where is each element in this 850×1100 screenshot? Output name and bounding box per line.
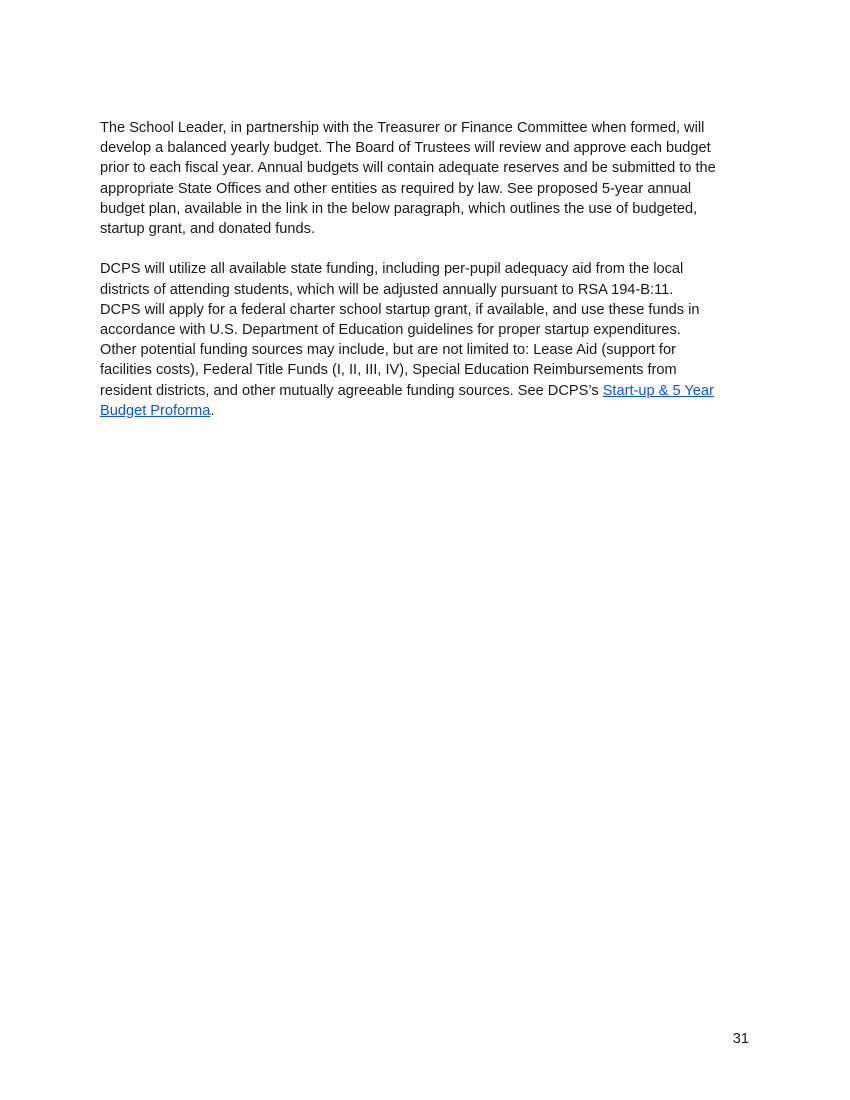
paragraph-line: DCPS will utilize all available state funding, including per-pupil adequacy aid from the local bbox=[100, 261, 684, 278]
paragraph-line: appropriate State Offices and other entities as required by law. See proposed 5-year annual bbox=[100, 180, 692, 197]
paragraph-line: districts of attending students, which will be adjusted annually pursuant to RSA 194-B:11. bbox=[100, 281, 674, 298]
paragraph-line bbox=[100, 381, 755, 401]
paragraph-line: prior to each fiscal year. Annual budgets will contain adequate reserves and be submitted to the bbox=[100, 160, 716, 177]
paragraph-line: facilities costs), Federal Title Funds (I, II, III, IV), Special Education Reimbursements from bbox=[100, 362, 677, 379]
budget-proforma-link[interactable]: Start-up & 5 Year bbox=[602, 382, 714, 399]
budget-paragraph bbox=[100, 118, 755, 239]
funding-paragraph bbox=[100, 259, 755, 421]
budget-proforma-link-continued[interactable]: Budget Proforma bbox=[100, 402, 211, 419]
paragraph-line: startup grant, and donated funds. bbox=[100, 221, 316, 238]
paragraph-period: . bbox=[210, 402, 215, 419]
paragraph-line: develop a balanced yearly budget. The Board of Trustees will review and approve each budget bbox=[100, 140, 711, 157]
paragraph-line: Other potential funding sources may include, but are not limited to: Lease Aid (support for bbox=[100, 342, 676, 359]
paragraph-line: DCPS will apply for a federal charter school startup grant, if available, and use these funds in bbox=[100, 301, 700, 318]
paragraph-line: accordance with U.S. Department of Education guidelines for proper startup expenditures. bbox=[100, 322, 681, 339]
document-page bbox=[100, 118, 755, 421]
page-number: 31 bbox=[732, 1031, 749, 1047]
paragraph-text: resident districts, and other mutually agreeable funding sources. See DCPS’s bbox=[100, 382, 603, 399]
paragraph-line: The School Leader, in partnership with the Treasurer or Finance Committee when formed, will bbox=[100, 120, 705, 136]
paragraph-line: budget plan, available in the link in the below paragraph, which outlines the use of budgeted, bbox=[100, 200, 698, 217]
paragraph-line bbox=[100, 401, 755, 421]
